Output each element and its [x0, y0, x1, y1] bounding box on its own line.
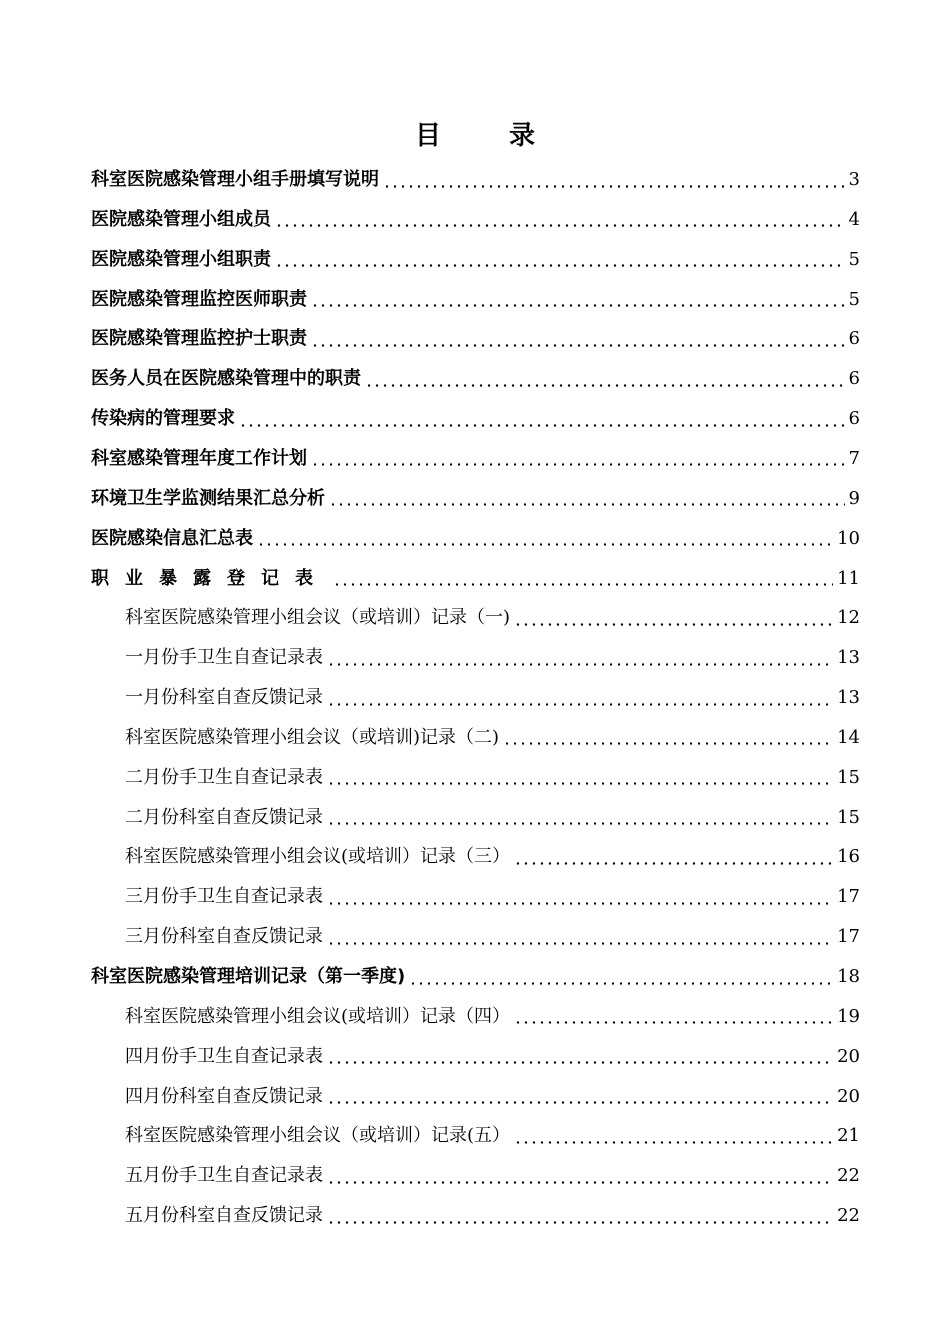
toc-entry[interactable] — [91, 399, 860, 439]
toc-entry-label: 五月份科室自查反馈记录 — [125, 1205, 323, 1227]
toc-entry-label: 五月份手卫生自查记录表 — [125, 1165, 323, 1187]
toc-entry[interactable] — [91, 559, 860, 599]
toc-page-number: 5 — [848, 248, 860, 270]
toc-entry[interactable] — [91, 240, 860, 280]
toc-entry-label: 传染病的管理要求 — [91, 408, 235, 430]
toc-page-number: 16 — [837, 846, 860, 868]
toc-dot-leader — [514, 1141, 833, 1144]
toc-dot-leader — [327, 1181, 833, 1184]
toc-entry[interactable] — [91, 519, 860, 559]
toc-entry[interactable] — [125, 1196, 860, 1236]
toc-entry-label: 一月份科室自查反馈记录 — [125, 687, 323, 709]
toc-dot-leader — [514, 1021, 833, 1024]
toc-entry-label: 科室医院感染管理小组会议（或培训）记录（一) — [125, 607, 511, 629]
toc-dot-leader — [329, 503, 845, 506]
toc-entry-label: 科室医院感染管理培训记录（第一季度) — [91, 966, 406, 987]
toc-page-number: 22 — [837, 1205, 860, 1227]
toc-entry-label: 科室感染管理年度工作计划 — [91, 447, 307, 469]
toc-dot-leader — [514, 862, 833, 865]
toc-dot-leader — [327, 703, 833, 706]
toc-page-number: 3 — [848, 169, 860, 190]
toc-dot-leader — [327, 782, 833, 785]
toc-entry-label: 科室医院感染管理小组会议(或培训）记录（三） — [125, 846, 511, 868]
toc-entry-label: 科室医院感染管理小组手册填写说明 — [91, 169, 379, 190]
toc-dot-leader — [311, 344, 845, 347]
toc-entry-label: 三月份科室自查反馈记录 — [125, 926, 323, 948]
toc-dot-leader — [275, 224, 845, 227]
toc-entry[interactable] — [91, 957, 860, 997]
toc-entry[interactable] — [91, 359, 860, 399]
toc-title: 目录 — [414, 121, 603, 151]
toc-page-number: 9 — [848, 487, 860, 509]
toc-page-number: 15 — [837, 766, 860, 788]
toc-entry-label: 二月份科室自查反馈记录 — [125, 806, 323, 828]
toc-entry[interactable] — [91, 319, 860, 359]
toc-dot-leader — [327, 942, 833, 945]
toc-dot-leader — [514, 623, 833, 626]
toc-page-number: 17 — [837, 926, 860, 948]
toc-page-number: 7 — [848, 447, 860, 469]
toc-entry-label: 一月份手卫生自查记录表 — [125, 647, 323, 669]
toc-dot-leader — [383, 185, 845, 188]
toc-page-number: 17 — [837, 886, 860, 908]
toc-entry-label: 职业暴露登记表 — [91, 567, 329, 589]
toc-entry[interactable] — [91, 160, 860, 200]
toc-entry[interactable] — [91, 479, 860, 519]
toc-page-number: 20 — [837, 1045, 860, 1067]
toc-page-number: 20 — [837, 1085, 860, 1107]
toc-page-number: 15 — [837, 806, 860, 828]
toc-entry[interactable] — [125, 917, 860, 957]
toc-entry-label: 医院感染管理监控医师职责 — [91, 288, 307, 310]
toc-entry[interactable] — [125, 877, 860, 917]
toc-entry-label: 医院感染管理小组职责 — [91, 248, 271, 270]
toc-dot-leader — [327, 1061, 833, 1064]
toc-dot-leader — [327, 1221, 833, 1224]
toc-entry[interactable] — [125, 718, 860, 758]
toc-dot-leader — [409, 982, 833, 985]
toc-page-number: 21 — [837, 1125, 860, 1147]
toc-entry-label: 四月份科室自查反馈记录 — [125, 1085, 323, 1107]
toc-entry[interactable] — [125, 638, 860, 678]
toc-entry-label: 医务人员在医院感染管理中的职责 — [91, 368, 361, 390]
toc-page-number: 6 — [848, 368, 860, 390]
toc-dot-leader — [333, 583, 833, 586]
toc-page-number: 6 — [848, 328, 860, 350]
toc-dot-leader — [327, 902, 833, 905]
toc-dot-leader — [327, 1101, 833, 1104]
toc-entry[interactable] — [91, 280, 860, 320]
toc-page-number: 5 — [848, 288, 860, 310]
toc-page-number: 10 — [837, 527, 860, 549]
toc-dot-leader — [327, 663, 833, 666]
toc-page-number: 13 — [837, 687, 860, 709]
toc-entry[interactable] — [125, 1156, 860, 1196]
toc-page-number: 14 — [837, 726, 860, 748]
toc-page-number: 13 — [837, 647, 860, 669]
toc-entry-label: 四月份手卫生自查记录表 — [125, 1045, 323, 1067]
toc-dot-leader — [275, 264, 845, 267]
toc-dot-leader — [311, 463, 845, 466]
toc-page-number: 12 — [837, 607, 860, 629]
toc-page-number: 18 — [837, 966, 860, 987]
toc-entry-label: 科室医院感染管理小组会议（或培训)记录（二) — [125, 726, 500, 748]
toc-entry[interactable] — [125, 598, 860, 638]
toc-dot-leader — [327, 822, 833, 825]
toc-entry-label: 环境卫生学监测结果汇总分析 — [91, 487, 325, 509]
toc-entry[interactable] — [125, 1116, 860, 1156]
toc-entry[interactable] — [125, 798, 860, 838]
toc-entry-label: 科室医院感染管理小组会议（或培训）记录(五） — [125, 1125, 511, 1147]
toc-dot-leader — [503, 742, 833, 745]
toc-page-number: 6 — [848, 408, 860, 430]
toc-entry[interactable] — [125, 1037, 860, 1077]
toc-entry-label: 科室医院感染管理小组会议(或培训）记录（四） — [125, 1005, 511, 1027]
toc-dot-leader — [239, 424, 845, 427]
toc-page-number: 4 — [848, 208, 860, 230]
toc-entry-label: 二月份手卫生自查记录表 — [125, 766, 323, 788]
toc-dot-leader — [311, 304, 845, 307]
toc-entry[interactable] — [125, 1077, 860, 1117]
toc-entry[interactable] — [125, 678, 860, 718]
toc-page-number: 19 — [837, 1005, 860, 1027]
toc-entry[interactable] — [125, 758, 860, 798]
toc-entry[interactable] — [125, 997, 860, 1037]
toc-dot-leader — [257, 543, 833, 546]
toc-entry-label: 医院感染信息汇总表 — [91, 527, 253, 549]
toc-dot-leader — [365, 384, 845, 387]
toc-page-number: 11 — [837, 567, 860, 589]
toc-entry[interactable] — [125, 837, 860, 877]
toc-entry-label: 三月份手卫生自查记录表 — [125, 886, 323, 908]
toc-page-number: 22 — [837, 1165, 860, 1187]
toc-entry[interactable] — [91, 439, 860, 479]
toc-entry-label: 医院感染管理监控护士职责 — [91, 328, 307, 350]
toc-entry-label: 医院感染管理小组成员 — [91, 208, 271, 230]
toc-entry[interactable] — [91, 200, 860, 240]
